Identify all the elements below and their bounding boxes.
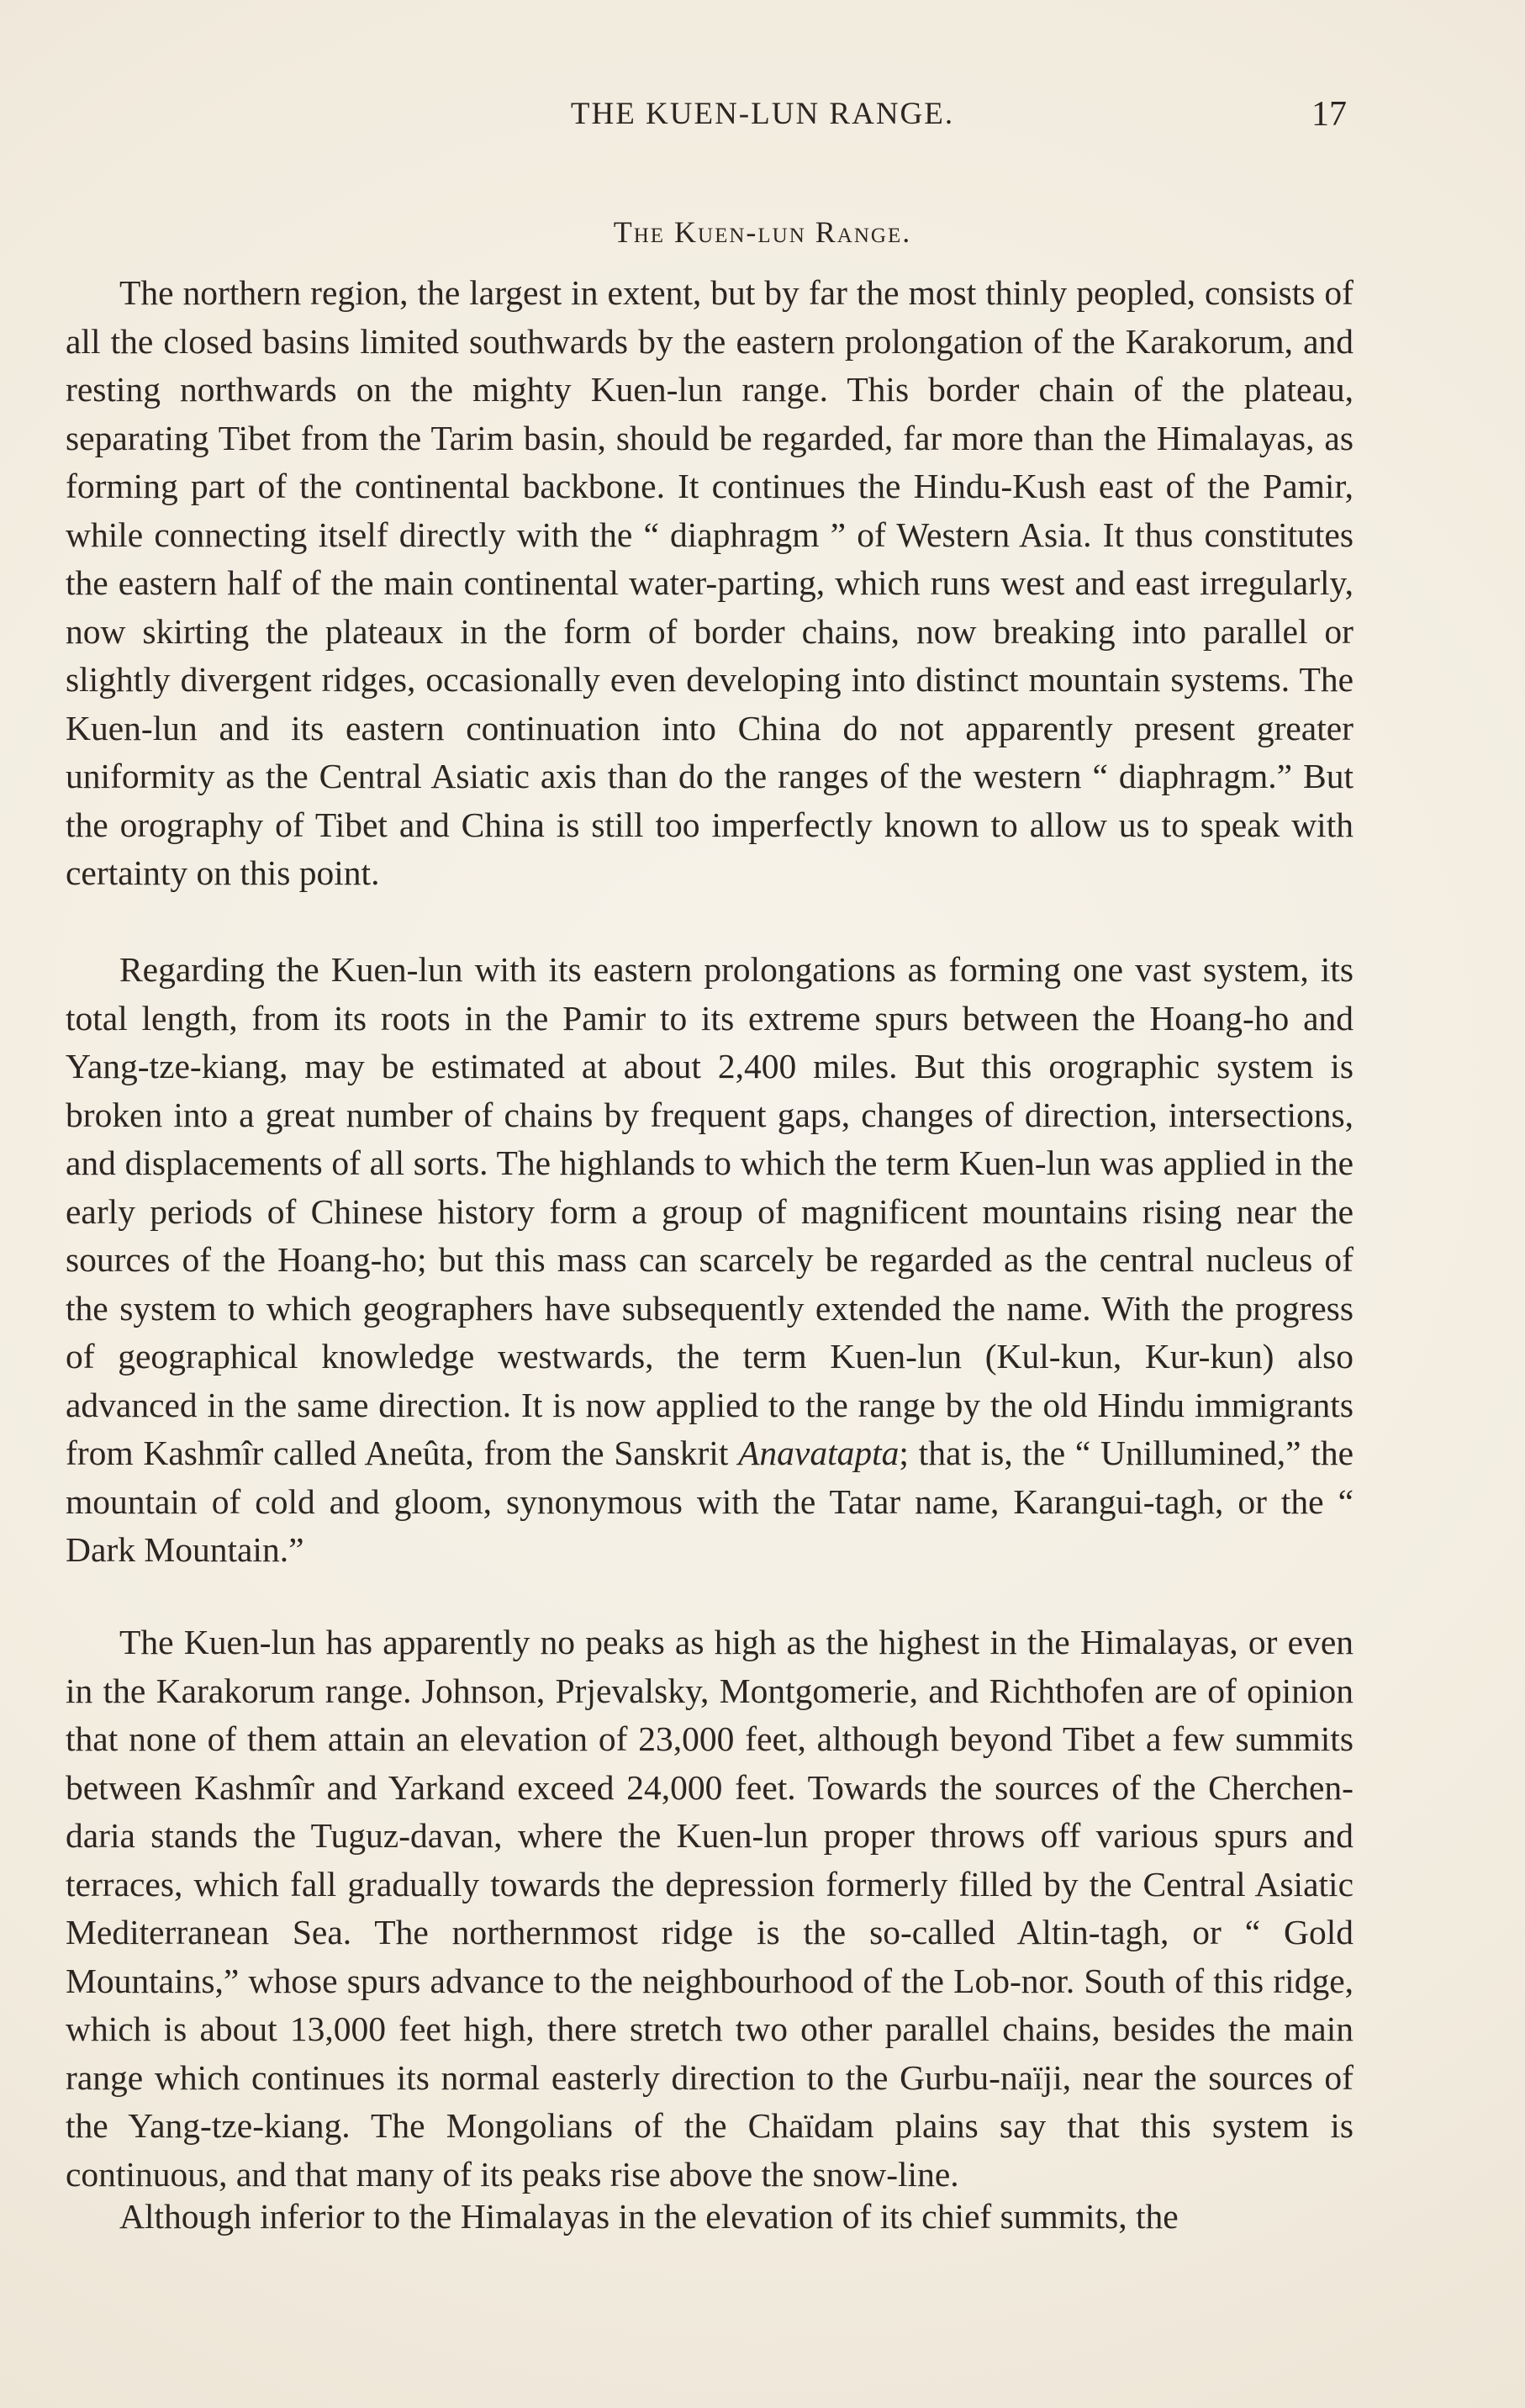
paragraph-2: [66, 946, 1354, 1619]
running-title: THE KUEN-LUN RANGE.: [570, 97, 955, 131]
paragraph-2-italic-term: Anavatapta: [738, 1434, 900, 1472]
page-number: 17: [1311, 95, 1347, 134]
paragraph-1: The northern region, the largest in extent, but by far the most thinly peopled, consists of all the closed basins limited southwards by the eastern prolongation of the Karakorum, and resting northwards on the mighty Kuen-lun range. This border chain of the plateau, separating Tibet from the Tarim basin, should be regarded, far more than the Himalayas, as forming part of the continental backbone. It continues the Hindu-Kush east of the Pamir, while connecting itself directly with the “ diaphragm ” of Western Asia. It thus constitutes the eastern half of the main continental water-parting, which runs west and east irregularly, now skirting the plateaux in the form of border chains, now breaking into parallel or slightly divergent ridges, occasionally even developing into distinct mountain systems. The Kuen-lun and its eastern continuation into China do not apparently present greater uniformity as the Central Asiatic axis than do the ranges of the western “ diaphragm.” But the orography of Tibet and China is still too imperfectly known to allow us to speak with certainty on this point.: [66, 273, 1354, 892]
paragraph-4: Although inferior to the Himalayas in the elevation of its chief summits, the: [119, 2197, 1179, 2236]
paragraph-2-text-before: Regarding the Kuen-lun with its eastern prolongations as forming one vast system, its total length, from its roots in the Pamir to its extreme spurs between the Hoang-ho and Yang-tze-kiang, may be estimated at about 2,400 miles. But this orographic system is broken into a great number of chains by frequent gaps, changes of direction, intersections, and displacements of all sorts. The highlands to which the term Kuen-lun was applied in the early periods of Chinese history form a group of magnificent mountains rising near the sources of the Hoang-ho; but this mass can scarcely be regarded as the central nucleus of the system to which geographers have subsequently extended the name. With the progress of geographical knowledge westwards, the term Kuen-lun (Kul-kun, Kur-kun) also advanced in the same direction. It is now applied to the range by the old Hindu immigrants from Kashmîr called Aneûta, from the Sanskrit: [66, 950, 1354, 1472]
paragraph-2-text-after: ; that is, the “ Unillumined,” the mountain of cold and gloom, synonymous with the Tatar name, Karangui-tagh, or the “ Dark Mountain.”: [66, 1434, 1354, 1569]
section-title: The Kuen-lun Range.: [613, 215, 912, 249]
paragraph-3: The Kuen-lun has apparently no peaks as high as the highest in the Himalayas, or even in the Karakorum range. Johnson, Prjevalsky, Montgomerie, and Richthofen are of opinion that none of them attain an elevation of 23,000 feet, although beyond Tibet a few summits between Kashmîr and Yarkand exceed 24,000 feet. Towards the sources of the Cherchen-daria stands the Tuguz-davan, where the Kuen-lun proper throws off various spurs and terraces, which fall gradually towards the depression formerly filled by the Central Asiatic Mediterranean Sea. The northernmost ridge is the so-called Altin-tagh, or “ Gold Mountains,” whose spurs advance to the neighbourhood of the Lob-nor. South of this ridge, which is about 13,000 feet high, there stretch two other parallel chains, besides the main range which continues its normal easterly direction to the Gurbu-naïji, near the sources of the Yang-tze-kiang. The Mongolians of the Chaïdam plains say that this system is continuous, and that many of its peaks rise above the snow-line.: [66, 1623, 1354, 2194]
body-text: [66, 269, 1354, 2243]
running-head: [0, 91, 1525, 141]
